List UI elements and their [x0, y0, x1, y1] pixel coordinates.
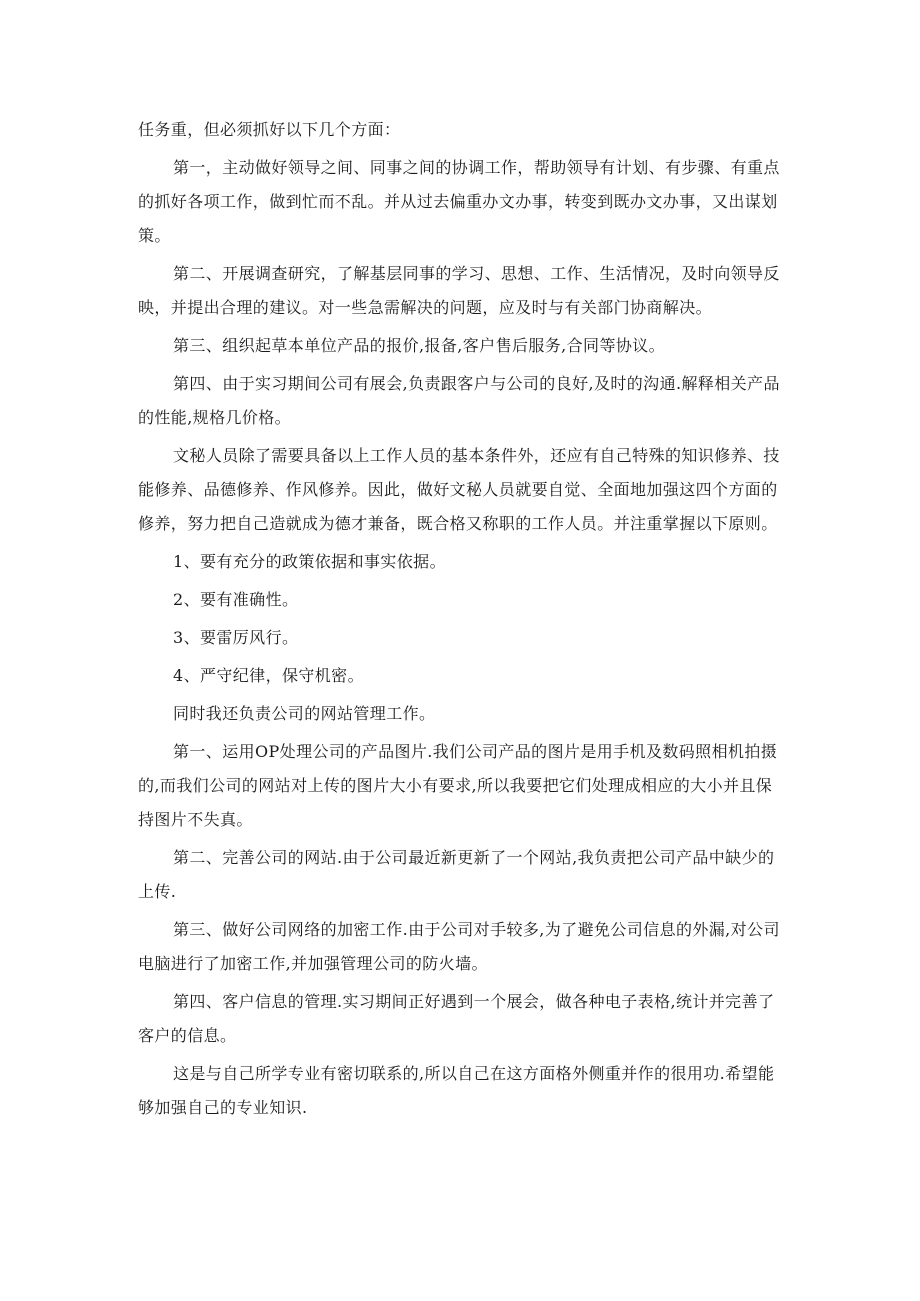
paragraph-duty-1: 第一，主动做好领导之间、同事之间的协调工作，帮助领导有计划、有步骤、有重点的抓好各项工作，做到忙而不乱。并从过去偏重办文办事，转变到既办文办事，又出谋划策。 — [138, 158, 780, 245]
paragraph-website-3: 第三、做好公司网络的加密工作.由于公司对手较多,为了避免公司信息的外漏,对公司电脑进行了加密工作,并加强管理公司的防火墙。 — [138, 920, 780, 973]
paragraph-duty-3: 第三、组织起草本单位产品的报价,报备,客户售后服务,合同等协议。 — [173, 336, 666, 355]
paragraph-intro: 任务重，但必须抓好以下几个方面： — [138, 120, 401, 139]
paragraph-secretary: 文秘人员除了需要具备以上工作人员的基本条件外，还应有自己特殊的知识修养、技能修养、品德修养、作风修养。因此，做好文秘人员就要自觉、全面地加强这四个方面的修养，努力把自己造就成为德才兼备，既合格又称职的工作人员。并注重掌握以下原则。 — [138, 446, 780, 533]
paragraph-website-1: 第一、运用OP处理公司的产品图片.我们公司产品的图片是用手机及数码照相机拍摄的,而我们公司的网站对上传的图片大小有要求,所以我要把它们处理成相应的大小并且保持图片不失真。 — [138, 742, 778, 829]
paragraph-website-4: 第四、客户信息的管理.实习期间正好遇到一个展会，做各种电子表格,统计并完善了客户的信息。 — [138, 992, 775, 1045]
principle-item-3: 3、要雷厉风行。 — [173, 628, 299, 647]
principle-item-4: 4、严守纪律，保守机密。 — [173, 666, 364, 685]
paragraph-duty-4: 第四、由于实习期间公司有展会,负责跟客户与公司的良好,及时的沟通.解释相关产品的性能,规格几价格。 — [138, 374, 780, 427]
paragraph-website-intro: 同时我还负责公司的网站管理工作。 — [173, 704, 436, 723]
principle-item-2: 2、要有准确性。 — [173, 590, 299, 609]
principle-item-1: 1、要有充分的政策依据和事实依据。 — [173, 552, 446, 571]
paragraph-duty-2: 第二、开展调查研究，了解基层同事的学习、思想、工作、生活情况，及时向领导反映，并提出合理的建议。对一些急需解决的问题，应及时与有关部门协商解决。 — [138, 264, 780, 317]
document-body — [138, 113, 788, 1129]
paragraph-conclusion: 这是与自己所学专业有密切联系的,所以自己在这方面格外侧重并作的很用功.希望能够加强自己的专业知识. — [138, 1064, 775, 1117]
paragraph-website-2: 第二、完善公司的网站.由于公司最近新更新了一个网站,我负责把公司产品中缺少的上传. — [138, 848, 775, 901]
